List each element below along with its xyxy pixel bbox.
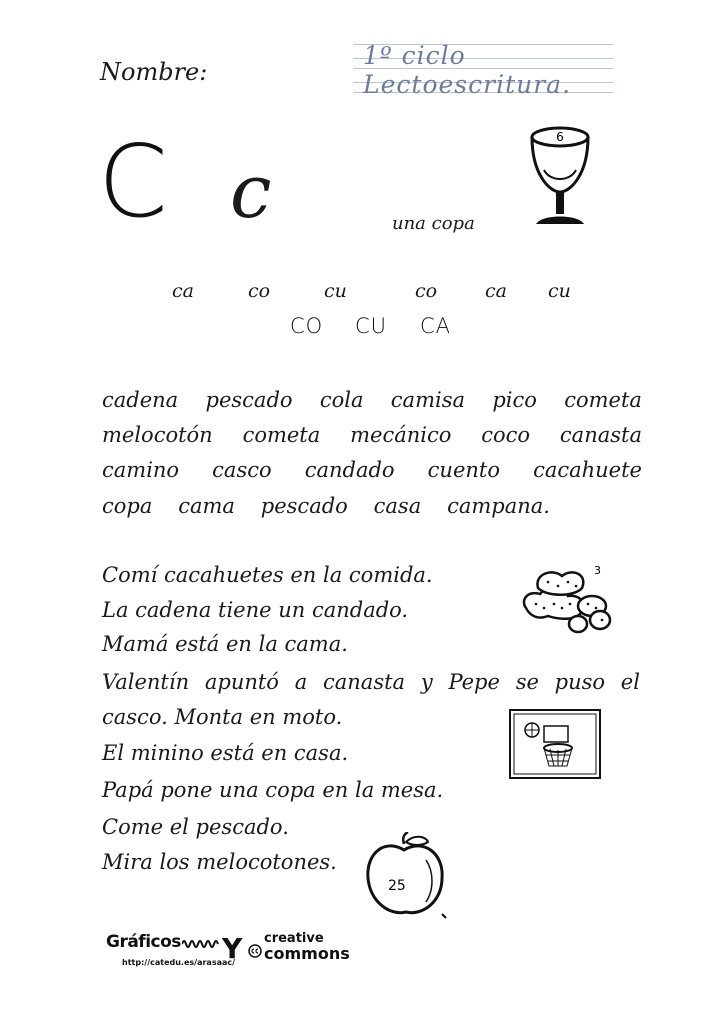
word: coco xyxy=(481,423,531,447)
logo-creative: creative xyxy=(264,931,324,946)
word: cola xyxy=(319,388,364,412)
word: casa xyxy=(373,494,422,518)
picture-caption: una copa xyxy=(392,213,475,234)
syllable-capital: CU xyxy=(355,314,388,338)
syllable: ca xyxy=(485,280,507,302)
word: campana. xyxy=(447,494,550,518)
syllable: cu xyxy=(548,280,571,302)
word: mecánico xyxy=(350,423,452,447)
word: canasta xyxy=(323,670,406,694)
word: camino xyxy=(102,458,180,482)
word: se xyxy=(515,670,539,694)
word-line xyxy=(102,388,642,412)
logo-commons: commons xyxy=(264,944,350,963)
cycle-title: 1º ciclo Lectoescritura. xyxy=(363,41,572,99)
syllable-capital: CA xyxy=(420,314,452,338)
syllable: cu xyxy=(324,280,347,302)
word: cama xyxy=(178,494,235,518)
word: a xyxy=(294,670,308,694)
uppercase-letter: C xyxy=(98,123,168,240)
sentence-continuation: casco. Monta en moto. xyxy=(102,705,343,729)
syllable-capital: CO xyxy=(290,314,324,338)
syllable: co xyxy=(248,280,271,302)
peanuts-picture xyxy=(518,560,618,635)
cup-picture xyxy=(520,120,600,236)
name-label: Nombre: xyxy=(100,58,208,86)
squiggle-icon xyxy=(182,938,220,950)
sentence: Mamá está en la cama. xyxy=(102,632,348,656)
word: puso xyxy=(554,670,606,694)
word: el xyxy=(620,670,640,694)
apple-picture xyxy=(364,832,450,920)
arasaac-logo xyxy=(106,931,350,976)
word: cadena xyxy=(102,388,179,412)
lowercase-letter: c xyxy=(230,149,272,235)
word-line xyxy=(102,494,550,518)
sentence: La cadena tiene un candado. xyxy=(102,598,409,622)
word: copa xyxy=(102,494,153,518)
sentence: Comí cacahuetes en la comida. xyxy=(102,563,433,587)
creative-commons-icon xyxy=(248,944,262,958)
word: pescado xyxy=(260,494,348,518)
syllable: ca xyxy=(172,280,194,302)
cycle-title-box xyxy=(353,38,613,99)
sentence: Mira los melocotones. xyxy=(102,850,337,874)
word: cometa xyxy=(242,423,321,447)
word: cuento xyxy=(427,458,500,482)
word: casco xyxy=(212,458,272,482)
word: canasta xyxy=(559,423,642,447)
word: camisa xyxy=(390,388,466,412)
logo-url: http://catedu.es/arasaac/ xyxy=(122,958,236,967)
word: Valentín xyxy=(102,670,190,694)
word: melocotón xyxy=(102,423,213,447)
word: Pepe xyxy=(448,670,500,694)
word-line xyxy=(102,423,642,447)
word: cacahuete xyxy=(533,458,642,482)
cup-number: 6 xyxy=(556,130,564,144)
word: y xyxy=(420,670,433,694)
logo-graficos: Gráficos xyxy=(106,932,181,952)
word: pescado xyxy=(205,388,293,412)
word: pico xyxy=(492,388,537,412)
logo-y: Y xyxy=(222,932,243,965)
word: candado xyxy=(304,458,395,482)
word: apuntó xyxy=(204,670,279,694)
sentence: El minino está en casa. xyxy=(102,741,349,765)
basketball-hoop-picture xyxy=(508,708,602,780)
word: cometa xyxy=(564,388,642,412)
word-line xyxy=(102,458,642,482)
sentence xyxy=(102,670,640,694)
peanuts-number: 3 xyxy=(594,564,601,577)
apple-number: 25 xyxy=(388,878,406,894)
sentence: Come el pescado. xyxy=(102,815,289,839)
syllable: co xyxy=(415,280,438,302)
sentence: Papá pone una copa en la mesa. xyxy=(102,778,444,802)
